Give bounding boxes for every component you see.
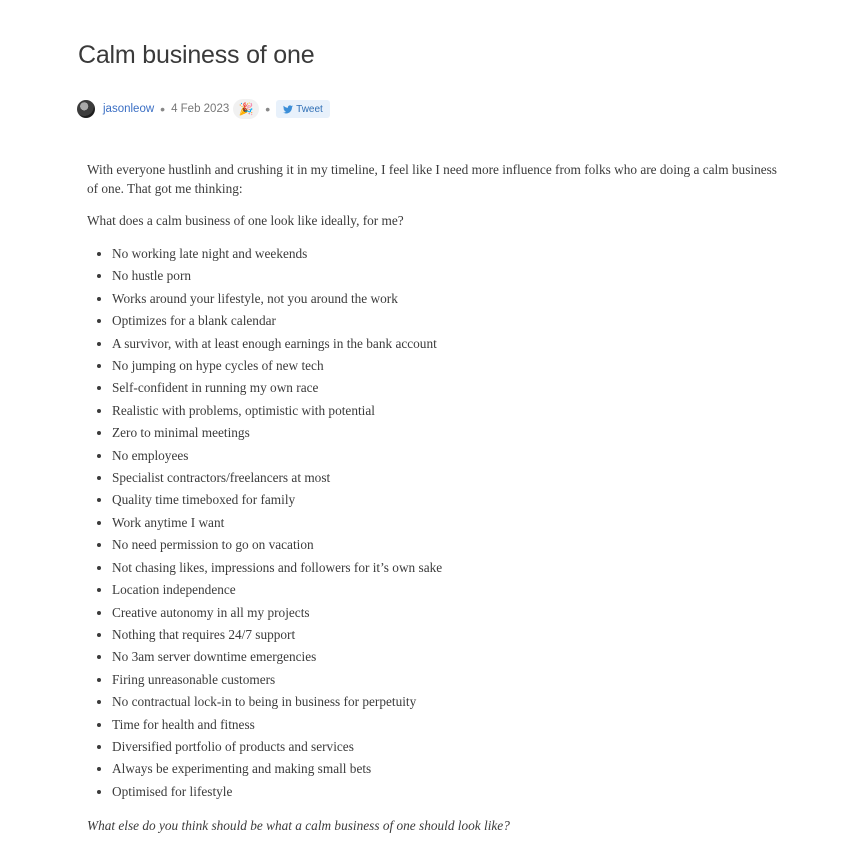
- reaction-button[interactable]: [233, 99, 259, 119]
- meta-separator: •: [265, 101, 271, 117]
- party-popper-icon: 🎉: [238, 102, 254, 116]
- question-paragraph: What does a calm business of one look like ideally, for me?: [87, 213, 404, 228]
- list-item: • No hustle porn: [112, 265, 787, 287]
- list-item: • Location independence: [112, 579, 787, 601]
- post-title: Calm business of one: [78, 41, 315, 69]
- tweet-button[interactable]: [276, 100, 330, 118]
- list-item: • Works around your lifestyle, not you around the work: [112, 288, 787, 310]
- intro-paragraph: With everyone hustlinh and crushing it in my timeline, I feel like I need more influence from folks who are doing a calm business of one. That got me thinking:: [87, 162, 777, 196]
- list-item: • Realistic with problems, optimistic with potential: [112, 400, 787, 422]
- post-date: 4 Feb 2023: [171, 103, 230, 115]
- list-item: • Not chasing likes, impressions and followers for it’s own sake: [112, 557, 787, 579]
- twitter-bird-icon: [283, 105, 293, 114]
- post-body: [87, 160, 787, 835]
- list-item: • Diversified portfolio of products and services: [112, 736, 787, 758]
- list-item: • Always be experimenting and making small bets: [112, 758, 787, 780]
- list-item: • Optimised for lifestyle: [112, 781, 787, 803]
- list-item: • Self-confident in running my own race: [112, 377, 787, 399]
- author-link[interactable]: jasonleow: [103, 103, 155, 115]
- ideals-list: [87, 243, 787, 803]
- meta-separator: •: [160, 101, 166, 117]
- list-item: • No 3am server downtime emergencies: [112, 646, 787, 668]
- post-meta: [77, 98, 330, 120]
- list-item: • Creative autonomy in all my projects: [112, 602, 787, 624]
- list-item: • No employees: [112, 445, 787, 467]
- list-item: • Quality time timeboxed for family: [112, 489, 787, 511]
- list-item: • Specialist contractors/freelancers at most: [112, 467, 787, 489]
- list-item: • No jumping on hype cycles of new tech: [112, 355, 787, 377]
- list-item: • Work anytime I want: [112, 512, 787, 534]
- list-item: • Zero to minimal meetings: [112, 422, 787, 444]
- author-avatar[interactable]: [77, 100, 95, 118]
- list-item: • No working late night and weekends: [112, 243, 787, 265]
- closing-question: What else do you think should be what a calm business of one should look like?: [87, 818, 510, 834]
- list-item: • Firing unreasonable customers: [112, 669, 787, 691]
- list-item: • No contractual lock-in to being in business for perpetuity: [112, 691, 787, 713]
- list-item: • Time for health and fitness: [112, 714, 787, 736]
- list-item: • Nothing that requires 24/7 support: [112, 624, 787, 646]
- list-item: • A survivor, with at least enough earnings in the bank account: [112, 333, 787, 355]
- tweet-label: Tweet: [296, 103, 323, 115]
- list-item: • No need permission to go on vacation: [112, 534, 787, 556]
- list-item: • Optimizes for a blank calendar: [112, 310, 787, 332]
